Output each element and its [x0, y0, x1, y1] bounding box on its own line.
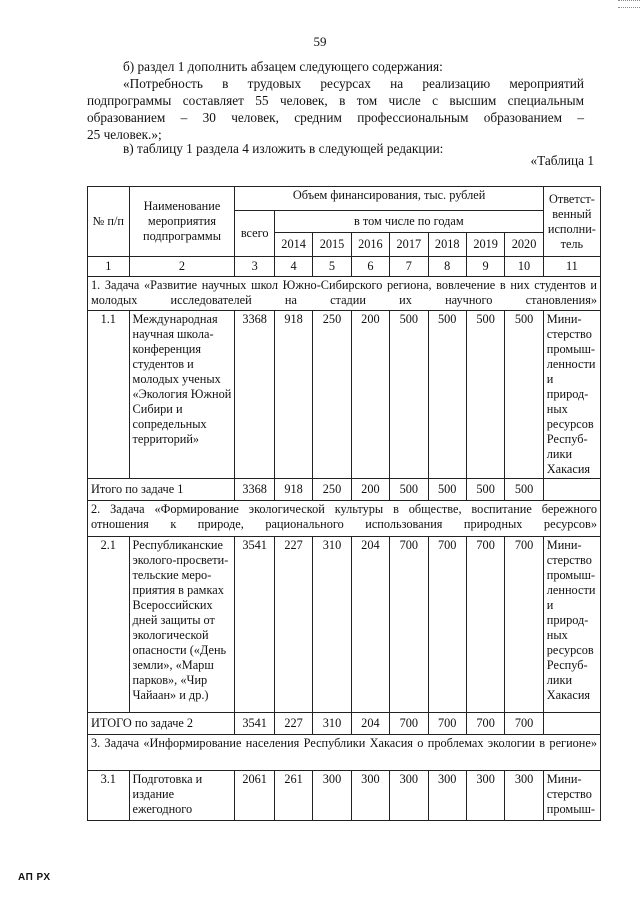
header-by-years: в том числе по годам — [274, 211, 543, 233]
funding-table — [87, 186, 601, 821]
sum-2019: 700 — [466, 713, 504, 735]
row-2017: 700 — [390, 537, 428, 713]
column-number: 5 — [313, 257, 351, 277]
row-total: 2061 — [235, 771, 274, 821]
footer-stamp: АП РХ — [18, 872, 51, 883]
sum-2014: 227 — [274, 713, 312, 735]
sum-responsible-empty — [543, 479, 600, 501]
column-number: 7 — [390, 257, 428, 277]
column-number: 2 — [129, 257, 235, 277]
row-2014: 918 — [274, 311, 312, 479]
column-number: 10 — [505, 257, 543, 277]
sum-label: ИТОГО по задаче 2 — [88, 713, 235, 735]
row-total: 3541 — [235, 537, 274, 713]
sum-label: Итого по задаче 1 — [88, 479, 235, 501]
row-2020: 700 — [505, 537, 543, 713]
row-2014: 261 — [274, 771, 312, 821]
column-number: 1 — [88, 257, 130, 277]
header-total: всего — [235, 211, 274, 257]
row-num: 3.1 — [88, 771, 130, 821]
column-number: 8 — [428, 257, 466, 277]
header-year: 2016 — [351, 233, 389, 257]
column-number: 9 — [466, 257, 504, 277]
sum-2017: 700 — [390, 713, 428, 735]
header-year: 2015 — [313, 233, 351, 257]
sum-2019: 500 — [466, 479, 504, 501]
row-2017: 300 — [390, 771, 428, 821]
task-3-title: 3. Задача «Информирование населения Республики Хакасия о проблемах экологии в регионе» — [88, 735, 601, 771]
sum-total: 3541 — [235, 713, 274, 735]
row-2018: 300 — [428, 771, 466, 821]
row-2016: 300 — [351, 771, 389, 821]
row-2018: 700 — [428, 537, 466, 713]
column-number: 4 — [274, 257, 312, 277]
sum-2020: 500 — [505, 479, 543, 501]
row-num: 1.1 — [88, 311, 130, 479]
sum-2015: 250 — [313, 479, 351, 501]
row-name: Международная научная школа-конференция студентов и молодых ученых «Экология Южной Сибири и сопредельных территорий» — [129, 311, 235, 479]
row-2016: 200 — [351, 311, 389, 479]
quote-line-1: «Потребность в трудовых ресурсах на реализацию мероприятий — [123, 76, 584, 91]
table-caption: «Таблица 1 — [530, 153, 594, 168]
header-year: 2014 — [274, 233, 312, 257]
sum-2015: 310 — [313, 713, 351, 735]
sum-responsible-empty — [543, 713, 600, 735]
row-num: 2.1 — [88, 537, 130, 713]
row-2014: 227 — [274, 537, 312, 713]
sum-2020: 700 — [505, 713, 543, 735]
row-name: Республиканские эколого-просвети-тельские меро-приятия в рамках Всероссийских дней защиты от экологической опасности («День земли», «Марш парков», «Чир Чайаан» и др.) — [129, 537, 235, 713]
header-year: 2018 — [428, 233, 466, 257]
header-num: № п/п — [88, 187, 130, 257]
header-year: 2019 — [466, 233, 504, 257]
row-2017: 500 — [390, 311, 428, 479]
header-name: Наименование мероприятия подпрограммы — [129, 187, 235, 257]
quote-line-3: образованием – 30 человек, средним профессиональным образованием – — [87, 110, 584, 125]
header-year: 2017 — [390, 233, 428, 257]
row-2015: 300 — [313, 771, 351, 821]
sum-2014: 918 — [274, 479, 312, 501]
row-2019: 300 — [466, 771, 504, 821]
corner-mark — [618, 0, 640, 8]
row-2016: 204 — [351, 537, 389, 713]
header-funding: Объем финансирования, тыс. рублей — [235, 187, 543, 211]
row-responsible: Мини-стерство промыш-ленности и природ-ных ресурсов Респуб-лики Хакасия — [543, 311, 600, 479]
row-2018: 500 — [428, 311, 466, 479]
paragraph-b: б) раздел 1 дополнить абзацем следующего содержания: — [123, 59, 443, 74]
row-2019: 500 — [466, 311, 504, 479]
sum-2016: 200 — [351, 479, 389, 501]
sum-total: 3368 — [235, 479, 274, 501]
sum-2018: 700 — [428, 713, 466, 735]
row-2019: 700 — [466, 537, 504, 713]
header-responsible: Ответст-венный исполни-тель — [543, 187, 600, 257]
sum-2016: 204 — [351, 713, 389, 735]
task-1-title: 1. Задача «Развитие научных школ Южно-Сибирского региона, вовлечение в них студентов и молодых исследователей на стадии их научного становления» — [88, 277, 601, 311]
page-number: 59 — [313, 34, 327, 49]
row-responsible: Мини-стерство промыш- — [543, 771, 600, 821]
row-2015: 250 — [313, 311, 351, 479]
sum-2017: 500 — [390, 479, 428, 501]
task-2-title: 2. Задача «Формирование экологической культуры в обществе, воспитание бережного отношения к природе, рационального использования природных ресурсов» — [88, 501, 601, 537]
column-number: 11 — [543, 257, 600, 277]
row-2020: 300 — [505, 771, 543, 821]
quote-line-2: подпрограммы составляет 55 человек, в том числе с высшим специальным — [87, 93, 584, 108]
row-2020: 500 — [505, 311, 543, 479]
column-number: 3 — [235, 257, 274, 277]
sum-2018: 500 — [428, 479, 466, 501]
row-total: 3368 — [235, 311, 274, 479]
row-responsible: Мини-стерство промыш-ленности и природ-ных ресурсов Респуб-лики Хакасия — [543, 537, 600, 713]
column-number: 6 — [351, 257, 389, 277]
row-2015: 310 — [313, 537, 351, 713]
paragraph-v: в) таблицу 1 раздела 4 изложить в следующей редакции: — [123, 141, 444, 156]
row-name: Подготовка и издание ежегодного — [129, 771, 235, 821]
header-year: 2020 — [505, 233, 543, 257]
quote-line-4: 25 человек.»; — [87, 127, 162, 142]
